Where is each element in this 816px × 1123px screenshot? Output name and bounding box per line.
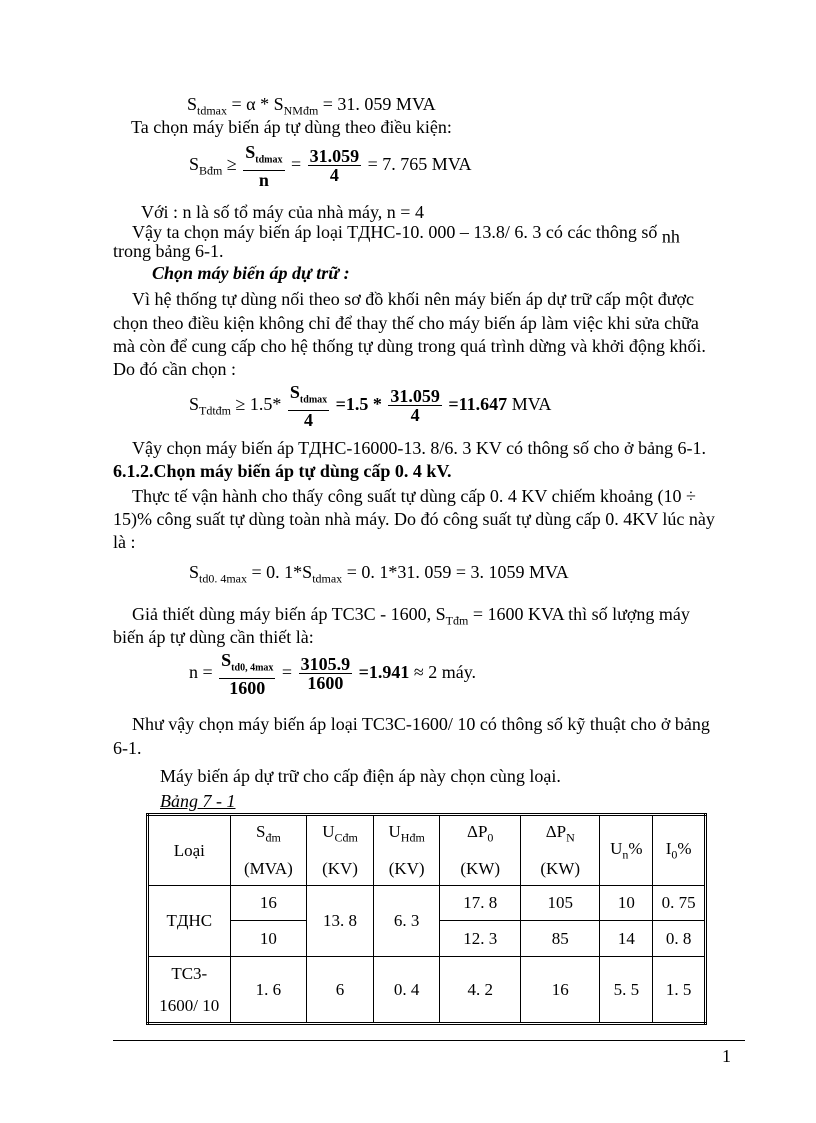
table-header-row <box>148 815 706 886</box>
table-cell: 1. 5 <box>653 957 706 1024</box>
cell-type-tc3: TC3- 1600/ 10 <box>148 957 231 1024</box>
table-cell: 105 <box>520 886 600 921</box>
paragraph-may-bien-du-tru: Máy biến áp dự trữ cho cấp điện áp này chọn cùng loại. <box>160 766 561 786</box>
table-cell: 16 <box>520 957 600 1024</box>
table-cell: 5. 5 <box>600 957 653 1024</box>
fraction-stdmax-4: $\frac{S_{tdmax}}{4}$ <box>289 382 328 430</box>
header-loai: Loại <box>148 815 231 886</box>
fraction-31059-1600: $\frac{3105.9}{1600}$ <box>300 654 351 694</box>
header-un: $U_n\%$ <box>600 815 653 886</box>
table-cell: 85 <box>520 921 600 957</box>
paragraph-gia-thiet-line1: Giả thiết dùng máy biến áp TC3C - 1600, $S_{Tđm} = 1600$ KVA thì số lượng máy <box>132 604 690 628</box>
paragraph-gia-thiet-line2: biến áp tự dùng cần thiết là: <box>113 627 314 647</box>
header-sdm: $S_{đm}$ (MVA) <box>230 815 307 886</box>
page-number: 1 <box>722 1046 731 1066</box>
table-cell: 12. 3 <box>440 921 521 957</box>
spec-table <box>146 813 707 1025</box>
table-caption: Bảng 7 - 1 <box>160 791 236 811</box>
paragraph-thuc-te-line3: là : <box>113 532 136 552</box>
table-cell: 1. 6 <box>230 957 307 1024</box>
table-cell: 16 <box>230 886 307 921</box>
paragraph-vay-chon-2: Vậy chọn máy biến áp TДНС-16000-13. 8/6. 3 KV có thông số cho ở bảng 6-1. <box>132 438 707 458</box>
heading-chon-du-tru: Chọn máy biến áp dự trữ : <box>152 263 350 283</box>
table-cell: 0. 8 <box>653 921 706 957</box>
table-cell: 10 <box>230 921 307 957</box>
heading-6-1-2: 6.1.2.Chọn máy biến áp tự dùng cấp 0. 4 kV. <box>113 461 452 481</box>
cell-uh-tdhc: 6. 3 <box>373 886 440 957</box>
paragraph-vay-chon-1-line2: trong bảng 6-1. <box>113 241 224 261</box>
paragraph-nhu-vay-line1: Như vậy chọn máy biến áp loại TC3C-1600/ 10 có thông số kỹ thuật cho ở bảng <box>132 714 710 734</box>
table-cell: 17. 8 <box>440 886 521 921</box>
cell-type-tdhc: TДНС <box>148 886 231 957</box>
paragraph-chon-dieu-kien: Ta chọn máy biến áp tự dùng theo điều kiện: <box>131 117 452 137</box>
equation-s-tdmax: $S_{tdmax} = \alpha * S_{NMđm} = 31$. 059 MVA <box>187 94 436 118</box>
paragraph-vay-chon-1: Vậy ta chọn máy biến áp loại TДНС-10. 000 – 13.8/ 6. 3 có các thông số $_{nh}$ <box>132 222 680 247</box>
equation-s-bdm: $S_{Bđm}$ ≥ $\frac{S_{tdmax}}{n}$ = $\frac{31.059}{4}$ = 7. 765 MVA <box>189 142 472 190</box>
header-dp0: $\Delta P_0$ (KW) <box>440 815 521 886</box>
paragraph-nhu-vay-line2: 6-1. <box>113 738 142 758</box>
table-row <box>148 886 706 921</box>
equation-n: n = $\frac{S_{td0, 4max}}{1600}$ = $\frac{3105.9}{1600}$ =1.941 ≈ 2 máy. <box>189 650 477 698</box>
fraction-31059-4-b: $\frac{31.059}{4}$ <box>390 386 440 426</box>
cell-uc-tdhc: 13. 8 <box>307 886 374 957</box>
fraction-31059-4: $\frac{31.059}{4}$ <box>309 146 360 186</box>
table-cell: 0. 75 <box>653 886 706 921</box>
header-dpn: $\Delta P_N$ (KW) <box>520 815 600 886</box>
header-i0: $I_0\%$ <box>653 815 706 886</box>
table-cell: 6 <box>307 957 374 1024</box>
header-ucdm: $U_{Cđm}$ (KV) <box>307 815 374 886</box>
paragraph-thuc-te-line1: Thực tế vận hành cho thấy công suất tự dùng cấp 0. 4 KV chiếm khoảng (10 ÷ <box>132 486 696 506</box>
fraction-stdmax-n: $\frac{S_{tdmax}}{n}$ <box>245 142 283 190</box>
table-row <box>148 957 706 1024</box>
equation-s-tdtdm: $S_{Tdtđm} \ge 1.5*$ $\frac{S_{tdmax}}{4}$ =1.5 * $\frac{31.059}{4}$ =11.647 MVA <box>189 382 552 430</box>
footer-divider <box>113 1040 745 1041</box>
table-cell: 14 <box>600 921 653 957</box>
equation-s-td04max: $S_{td0. 4max} = 0$. $1*S_{tdmax} = 0$. 1*31. 059 = 3. 1059 MVA <box>189 562 569 586</box>
paragraph-vi-he-line2: chọn theo điều kiện không chỉ để thay thế cho máy biến áp làm việc khi sửa chữa <box>113 313 699 333</box>
paragraph-vi-he-line1: Vì hệ thống tự dùng nối theo sơ đồ khối nên máy biến áp dự trữ cấp một được <box>132 289 694 309</box>
paragraph-thuc-te-line2: 15)% công suất tự dùng toàn nhà máy. Do đó công suất tự dùng cấp 0. 4KV lúc này <box>113 509 715 529</box>
table-cell: 4. 2 <box>440 957 521 1024</box>
fraction-std04-1600: $\frac{S_{td0, 4max}}{1600}$ <box>221 650 274 698</box>
paragraph-vi-he-line3: mà còn để cung cấp cho hệ thống tự dùng trong quá trình dừng và khởi động khối. <box>113 336 706 356</box>
paragraph-vi-he-line4: Do đó cần chọn : <box>113 359 236 379</box>
table-cell: 0. 4 <box>373 957 440 1024</box>
header-uhdm: $U_{Hđm}$ (KV) <box>373 815 440 886</box>
table-cell: 10 <box>600 886 653 921</box>
paragraph-voi-n: Với : n là số tổ máy của nhà máy, n = 4 <box>141 202 424 222</box>
